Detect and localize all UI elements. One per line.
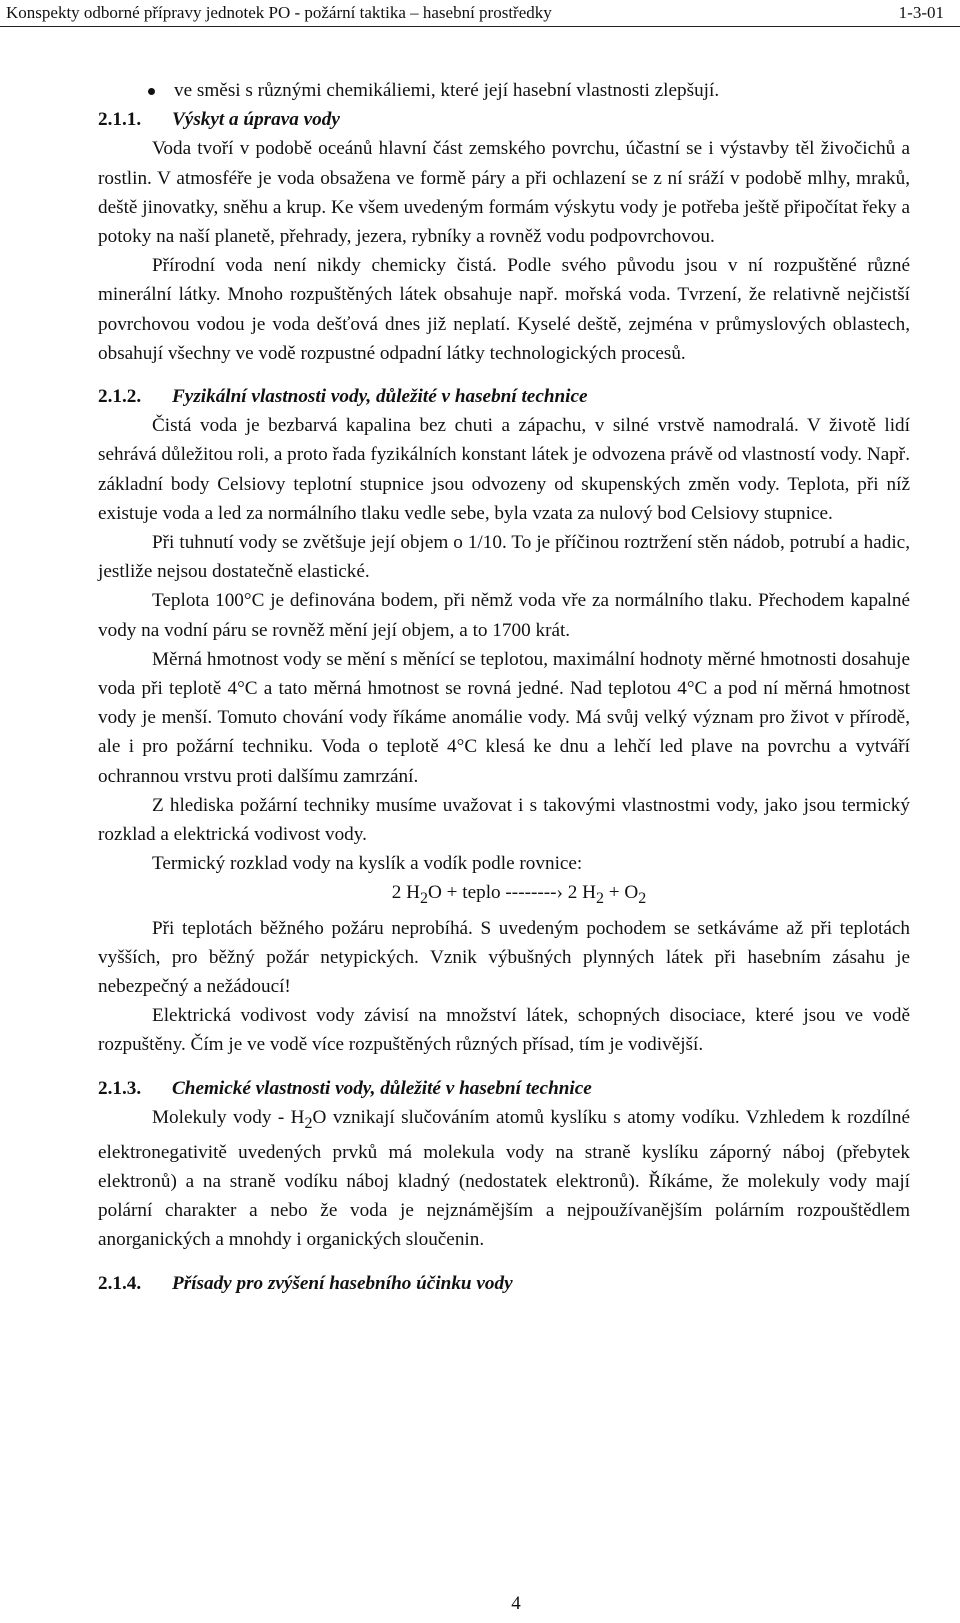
bullet-text: ve směsi s různými chemikáliemi, které její hasební vlastnosti zlepšují. (174, 80, 720, 101)
section-heading-2-1-2 (98, 382, 910, 411)
document-body (98, 76, 910, 1298)
section-title: Přísady pro zvýšení hasebního účinku vody (172, 1272, 513, 1294)
paragraph: Z hlediska požární techniky musíme uvažovat i s takovými vlastnostmi vody, jako jsou termický rozklad a elektrická vodivost vody. (98, 794, 910, 846)
header-title: Konspekty odborné přípravy jednotek PO - požární taktika – hasební prostředky (6, 3, 552, 22)
section-number: 2.1.2. (98, 386, 142, 408)
paragraph: Při teplotách běžného požáru neprobíhá. S uvedeným pochodem se setkáváme až při teplotách vyšších, pro běžný požár netypických. Vznik výbušných plynných látek při hasebním zásahu je nebezpečný a nežádoucí! (98, 917, 910, 997)
paragraph: Přírodní voda není nikdy chemicky čistá. Podle svého původu jsou v ní rozpuštěné různé minerální látky. Mnoho rozpuštěných látek obsahuje např. mořská voda. Tvrzení, že relativně nejčistší povrchovou vodou je voda dešťová dnes již neplatí. Kyselé deště, zejména v průmyslových oblastech, obsahují všechny ve vodě rozpustné odpadní látky technologických procesů. (98, 255, 910, 364)
chemical-equation (98, 878, 910, 913)
eq-arrow: --------› (505, 882, 563, 904)
paragraph: Teplota 100°C je definována bodem, při němž voda vře za normálního tlaku. Přechodem kapalné vody na vodní páru se rovněž mění její objem, a to 1700 krát. (98, 590, 910, 641)
paragraph: Měrná hmotnost vody se mění s měnící se teplotou, maximální hodnoty měrné hmotnosti dosahuje voda při teplotě 4°C a tato měrná hmotnost se rovná jedné. Nad teplotou 4°C a pod ní měrná hmotnost vody je menší. Tomuto chování vody říkáme anomálie vody. Má svůj velký význam pro život v přírodě, ale i pro požární techniku. Voda o teplotě 4°C klesá ke dnu a lehčí led plave na povrchu a vytváří ochrannou vrstvu proti dalšímu zamrzání. (98, 648, 910, 787)
section-heading-2-1-4 (98, 1269, 910, 1298)
section-number: 2.1.1. (98, 109, 142, 131)
paragraph (98, 1103, 910, 1255)
page-header (0, 0, 960, 27)
eq-subscript: 2 (638, 890, 647, 908)
page-number: 4 (511, 1593, 521, 1614)
paragraph: Termický rozklad vody na kyslík a vodík podle rovnice: (152, 853, 583, 875)
section-heading-2-1-3 (98, 1074, 910, 1103)
eq-text: 2 H (567, 882, 596, 904)
eq-text: O + teplo (427, 882, 501, 904)
eq-text: 2 H (391, 882, 420, 904)
paragraph: Elektrická vodivost vody závisí na množství látek, schopných disociace, které jsou ve vodě rozpuštěny. Čím je ve vodě více rozpuštěných různých přísad, tím je vodivější. (98, 1005, 910, 1056)
eq-text: + O (603, 882, 639, 904)
formula-subscript: 2 (304, 1114, 313, 1132)
header-code: 1-3-01 (898, 3, 944, 22)
section-title: Fyzikální vlastnosti vody, důležité v hasební technice (172, 386, 588, 408)
paragraph: Čistá voda je bezbarvá kapalina bez chuti a zápachu, v silné vrstvě namodralá. V životě lidí sehrává důležitou roli, a proto řada fyzikálních konstant látek je odvozena právě od vlastností vody. Např. základní body Celsiovy teplotní stupnice jsou odvozeny od skupenských změn vody. Teplota, při níž existuje voda a led za normálního tlaku vedle sebe, byla vzata za nulový bod Celsiovy stupnice. (98, 415, 910, 524)
paragraph: Voda tvoří v podobě oceánů hlavní část zemského povrchu, účastní se i výstavby těl živočichů a rostlin. V atmosféře je voda obsažena ve formě páry a při ochlazení se z ní sráží v podobě mlhy, mraků, deště jinovatky, sněhu a krup. Ke všem uvedeným formám výskytu vody je potřeba ještě připočítat řeky a potoky na naší planetě, přehrady, jezera, rybníky a rovněž vodu podpovrchovou. (98, 138, 910, 248)
paragraph-text: Molekuly vody - H (152, 1106, 305, 1128)
eq-subscript: 2 (595, 890, 604, 908)
section-number: 2.1.3. (98, 1077, 142, 1099)
section-title: Výskyt a úprava vody (172, 109, 340, 131)
paragraph-text: O vznikají slučováním atomů kyslíku s atomy vodíku. Vzhledem k rozdílné elektronegativitě uvedených prvků má molekula vody na straně kyslíku záporný náboj (přebytek elektronů) a na straně vodíku náboj kladný (nedostatek elektronů). Říkáme, že molekuly vody mají polární charakter a nebo že voda je nejznámějším a nejpoužívanějším polárním rozpouštědlem anorganických a mnohdy i organických sloučenin. (98, 1106, 910, 1251)
eq-subscript: 2 (419, 890, 428, 908)
section-number: 2.1.4. (98, 1272, 142, 1294)
section-title: Chemické vlastnosti vody, důležité v hasební technice (172, 1077, 592, 1099)
paragraph: Při tuhnutí vody se zvětšuje její objem o 1/10. To je příčinou roztržení stěn nádob, potrubí a hadic, jestliže nejsou dostatečně elastické. (98, 532, 910, 583)
section-heading-2-1-1 (98, 105, 910, 134)
bullet-item (98, 76, 910, 105)
bullet-dot-icon (148, 88, 155, 95)
